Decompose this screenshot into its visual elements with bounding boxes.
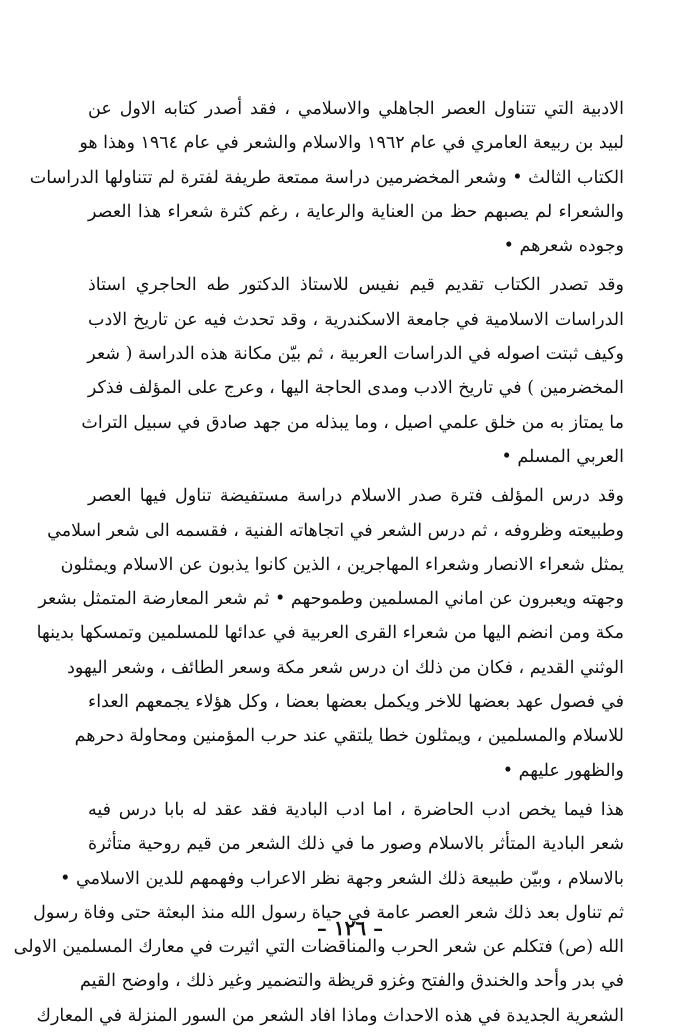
text-line: في بدر وأحد والخندق والفتح وغزو قريظة والتضمير وغير ذلك ، واوضح القيم [79,971,624,992]
text-line: والشعراء لم يصبهم حظ من العناية والرعاية ، رغم كثرة شعراء هذا العصر [88,201,624,222]
text-line: الكتاب الثالث • وشعر المخضرمين دراسة ممتعة طريفة لفترة لم تتناولها الدراسات [29,167,624,188]
paragraph [13,793,624,1033]
text-line: وجوده شعرهم • [503,236,624,257]
text-line: المخضرمين ) في تاريخ الادب ومدى الحاجة اليها ، وعرج على المؤلف فذكر [87,378,624,399]
text-line: وكيف ثبتت اصوله في الدراسات العربية ، ثم بيّن مكانة هذه الدراسة ( شعر [87,344,624,365]
text-line: مكة ومن انضم اليها من شعراء القرى العربية في عدائها للمسلمين وتمسكها بدينها [36,623,624,644]
text-line: شعر البادية المتأثر بالاسلام وصور ما في ذلك الشعر من قيم روحية متأثرة [88,834,624,855]
text-line: ما يمتاز به من خلق علمي اصيل ، وما يبذله من جهد صادق في سبيل التراث [81,412,624,433]
text-line: الدراسات الاسلامية في جامعة الاسكندرية ، وقد تحدث فيه عن تاريخ الادب [88,309,624,330]
text-line: في فصول عهد بعضها للاخر ويكمل بعضها بعضا ، وكل هؤلاء يجمعهم العداء [88,692,624,713]
paragraph [29,92,624,263]
text-line: الله (ص) فتكلم عن شعر الحرب والمناقضات التي اثيرت في معارك المسلمين الاولى [13,937,624,958]
paragraph [81,268,624,474]
text-line: وقد درس المؤلف فترة صدر الاسلام دراسة مستفيضة تناول فيها العصر [88,486,624,507]
text-line: وطبيعته وظروفه ، ثم درس الشعر في اتجاهاته الفنية ، فقسمه الى شعر اسلامي [47,520,624,541]
text-line: والظهور عليهم • [502,760,624,781]
text-line: لبيد بن ربيعة العامري في عام ١٩٦٢ والاسلام والشعر في عام ١٩٦٤ وهذا هو [79,133,624,154]
text-line: الشعرية الجديدة في هذه الاحداث وماذا افاد الشعر من السور المنزلة في المعارك [36,1005,624,1026]
body-text [13,92,624,1033]
page-number: – ١٢٦ – [316,916,384,940]
text-line: العربي المسلم • [501,446,624,467]
text-line: بالاسلام ، وبيّن طبيعة ذلك الشعر وجهة نظر الاعراب وفهمهم للدين الاسلامي • [60,868,624,889]
paragraph [36,479,624,788]
text-line: للاسلام والمسلمين ، ويمثلون خطا يلتقي عند حرب المؤمنين ومحاولة دحرهم [74,726,624,747]
text-line: هذا فيما يخص ادب الحاضرة ، اما ادب البادية فقد عقد له بابا درس فيه [88,799,624,820]
text-line: وجهته ويعبرون عن اماني المسلمين وطموحهم • ثم شعر المعارضة المتمثل بشعر [38,589,624,610]
text-line: ثم تناول بعد ذلك شعر العصر عامة في حياة رسول الله منذ البعثة حتى وفاة رسول [33,902,624,923]
text-line: الادبية التي تتناول العصر الجاهلي والاسلامي ، فقد أصدر كتابه الاول عن [88,99,624,119]
text-line: وقد تصدر الكتاب تقديم قيم نفيس للاستاذ الدكتور طه الحاجري استاذ [88,275,624,296]
text-line: الوثني القديم ، فكان من ذلك ان درس شعر مكة وسعر الطائف ، وشعر اليهود [67,657,624,678]
text-line: يمثل شعراء الانصار وشعراء المهاجرين ، الذين كانوا يذبون عن الاسلام ويمثلون [60,554,624,575]
